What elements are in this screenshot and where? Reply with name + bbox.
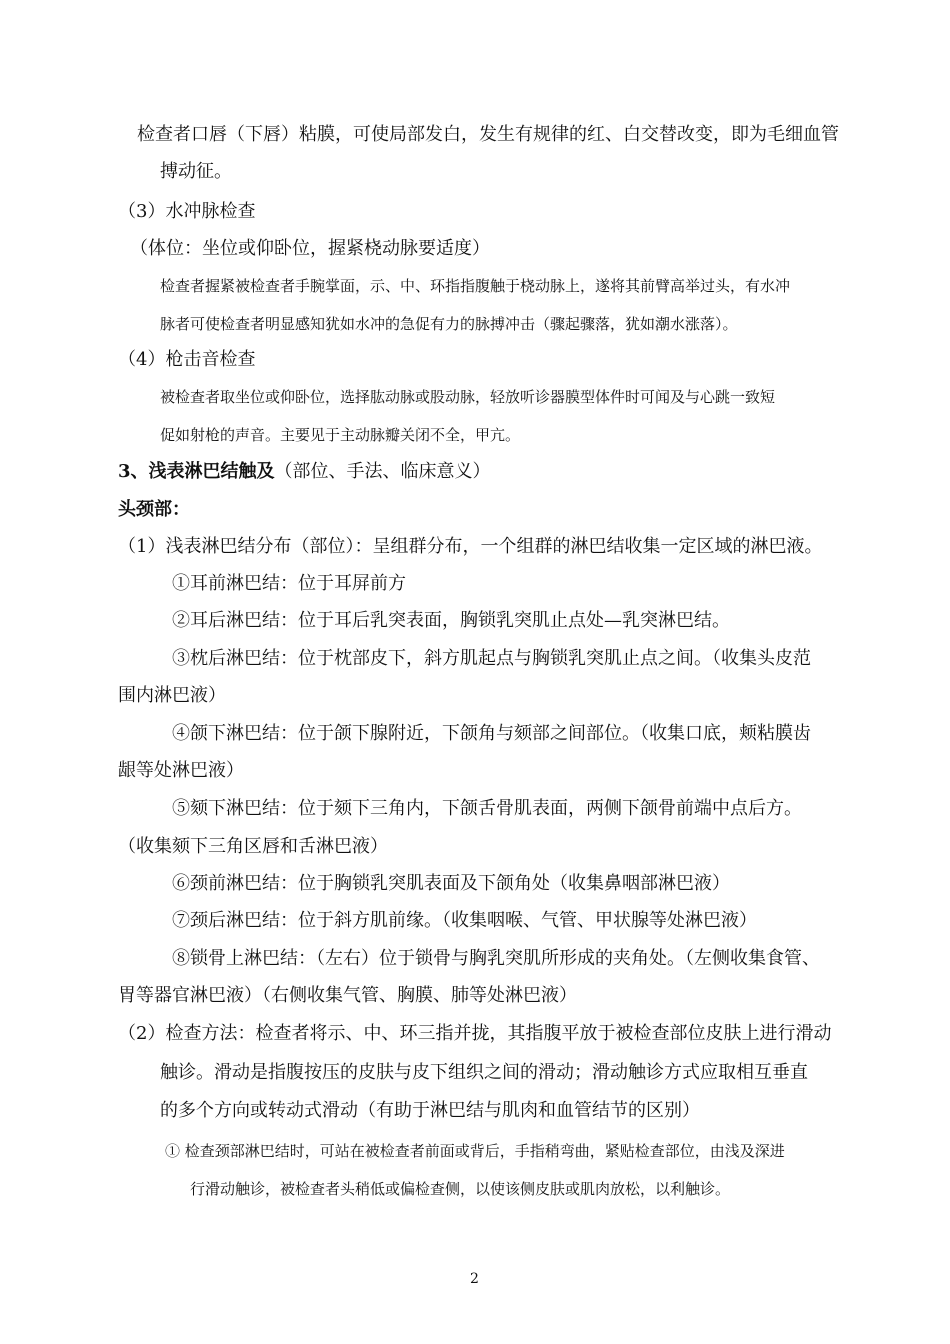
- list-item: ②耳后淋巴结：位于耳后乳突表面，胸锁乳突肌止点处—乳突淋巴结。: [172, 610, 730, 631]
- section-heading-3: [118, 461, 491, 483]
- text-line: （2）检查方法：检查者将示、中、环三指并拢，其指腹平放于被检查部位皮肤上进行滑动: [118, 1023, 832, 1044]
- heading-number: 3、: [118, 461, 149, 482]
- list-item: ① 检查颈部淋巴结时，可站在被检查者前面或背后，手指稍弯曲，紧贴检查部位，由浅及深进: [165, 1142, 785, 1160]
- subsection-heading: 头颈部：: [118, 499, 190, 520]
- list-item: ①耳前淋巴结：位于耳屏前方: [172, 573, 406, 594]
- list-item: ⑧锁骨上淋巴结：（左右）位于锁骨与胸乳突肌所形成的夹角处。（左侧收集食管、: [172, 948, 820, 969]
- list-item: ⑥颈前淋巴结：位于胸锁乳突肌表面及下颌角处（收集鼻咽部淋巴液）: [172, 873, 730, 894]
- text-line: 搏动征。: [160, 161, 232, 182]
- text-line: 触诊。滑动是指腹按压的皮肤与皮下组织之间的滑动；滑动触诊方式应取相互垂直: [160, 1062, 808, 1083]
- text-line: 促如射枪的声音。主要见于主动脉瓣关闭不全，甲亢。: [160, 426, 521, 444]
- section-heading: （4）枪击音检查: [118, 349, 256, 370]
- text-line: （体位：坐位或仰卧位，握紧桡动脉要适度）: [130, 238, 490, 259]
- text-line: （1）浅表淋巴结分布（部位）：呈组群分布，一个组群的淋巴结收集一定区域的淋巴液。: [118, 536, 823, 557]
- text-line: 检查者握紧被检查者手腕掌面，示、中、环指指腹触于桡动脉上，遂将其前臂高举过头，有水冲: [160, 277, 791, 295]
- text-line: 脉者可使检查者明显感知犹如水冲的急促有力的脉搏冲击（骤起骤落，犹如潮水涨落）。: [160, 315, 738, 333]
- text-line: （收集颏下三角区唇和舌淋巴液）: [118, 836, 388, 857]
- list-item: ⑦颈后淋巴结：位于斜方肌前缘。（收集咽喉、气管、甲状腺等处淋巴液）: [172, 910, 757, 931]
- heading-note: （部位、手法、临床意义）: [274, 461, 491, 482]
- page-number: 2: [470, 1271, 479, 1287]
- list-item: ④颌下淋巴结：位于颌下腺附近，下颌角与颏部之间部位。（收集口底，颊粘膜齿: [172, 723, 811, 744]
- text-line: 围内淋巴液）: [118, 685, 226, 706]
- text-line: 行滑动触诊，被检查者头稍低或偏检查侧，以使该侧皮肤或肌肉放松，以利触诊。: [190, 1180, 731, 1198]
- text-line: 龈等处淋巴液）: [118, 760, 244, 781]
- text-line: 的多个方向或转动式滑动（有助于淋巴结与肌肉和血管结节的区别）: [160, 1100, 700, 1121]
- list-item: ③枕后淋巴结：位于枕部皮下，斜方肌起点与胸锁乳突肌止点之间。（收集头皮范: [172, 648, 811, 669]
- list-item: ⑤颏下淋巴结：位于颏下三角内，下颌舌骨肌表面，两侧下颌骨前端中点后方。: [172, 798, 802, 819]
- heading-title: 浅表淋巴结触及: [148, 461, 275, 482]
- text-line: 胃等器官淋巴液）（右侧收集气管、胸膜、肺等处淋巴液）: [118, 985, 577, 1006]
- text-line: 被检查者取坐位或仰卧位，选择肱动脉或股动脉，轻放听诊器膜型体件时可闻及与心跳一致短: [160, 388, 776, 406]
- section-heading: （3）水冲脉检查: [118, 201, 256, 222]
- text-line: 检查者口唇（下唇）粘膜，可使局部发白，发生有规律的红、白交替改变，即为毛细血管: [137, 124, 839, 145]
